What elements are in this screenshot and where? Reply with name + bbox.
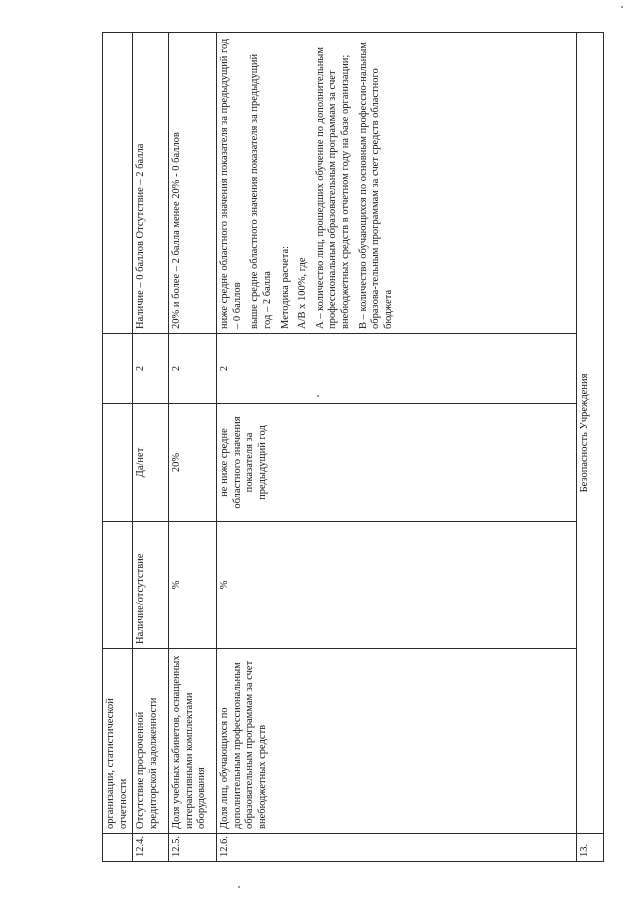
points-cell: 2 [217,334,577,404]
criteria-cell [103,33,133,334]
plan-value: 20% [169,404,217,522]
plan-value [103,404,133,522]
criteria-line: Методика расчета: [279,245,291,329]
points-cell: 2 [133,334,169,404]
scan-speck [621,6,623,8]
row-number: 12.5. [169,834,217,862]
points-cell: 2 [169,334,217,404]
criteria-line: В – количество обучающихся по основным профессио-нальным образова-тельным программам за счет средств областного бюджета [357,42,394,329]
points-cell [103,334,133,404]
table-row [103,33,133,862]
section-title: Безопасность Учреждения [577,33,604,834]
plan-value: не ниже средне областного значения показателя за предыдущий год [217,404,577,522]
criteria-cell: Наличие – 0 баллов Отсутствие – 2 балла [133,33,169,334]
section-row [577,33,604,862]
indicator-name: Отсутствие просроченной кредиторской задолженности [133,649,169,834]
row-number: 12.6. [217,834,577,862]
unit-cell: Наличие/отсутствие [133,522,169,649]
criteria-cell [217,33,577,334]
criteria-line: А/В х 100%, где [297,257,309,329]
criteria-line: А – количество лиц, прошедших обучение по дополнительным профессиональным образовательным программам за счет внебюджетных средств в отчетном году на базе организации; [314,46,351,329]
criteria-cell: 20% и более – 2 балла менее 20% - 0 баллов [169,33,217,334]
scan-speck [238,886,240,888]
table-row [169,33,217,862]
criteria-line: ниже средне областного значения показателя за предыдущий год – 0 баллов [219,38,243,329]
page-stage [102,32,604,862]
table-row [217,33,577,862]
plan-value: Да/нет [133,404,169,522]
unit-cell: % [169,522,217,649]
row-number: 12.4. [133,834,169,862]
indicator-table [102,32,604,862]
scan-speck [317,395,319,397]
indicator-name: Доля лиц, обучающихся по дополнительным профессиональным образовательным программам за счет внебюджетных средств [217,649,577,834]
criteria-line: выше средне областного значения показателя за предыдущий год – 2 балла [249,53,273,329]
unit-cell: % [217,522,577,649]
section-number: 13. [577,834,604,862]
indicator-name: Доля учебных кабинетов, оснащенных интерактивными комплектами оборудования [169,649,217,834]
table-row [133,33,169,862]
indicator-name: организации, статистической отчетности [103,649,133,834]
rotated-sheet [102,32,604,862]
row-number [103,834,133,862]
unit-cell [103,522,133,649]
